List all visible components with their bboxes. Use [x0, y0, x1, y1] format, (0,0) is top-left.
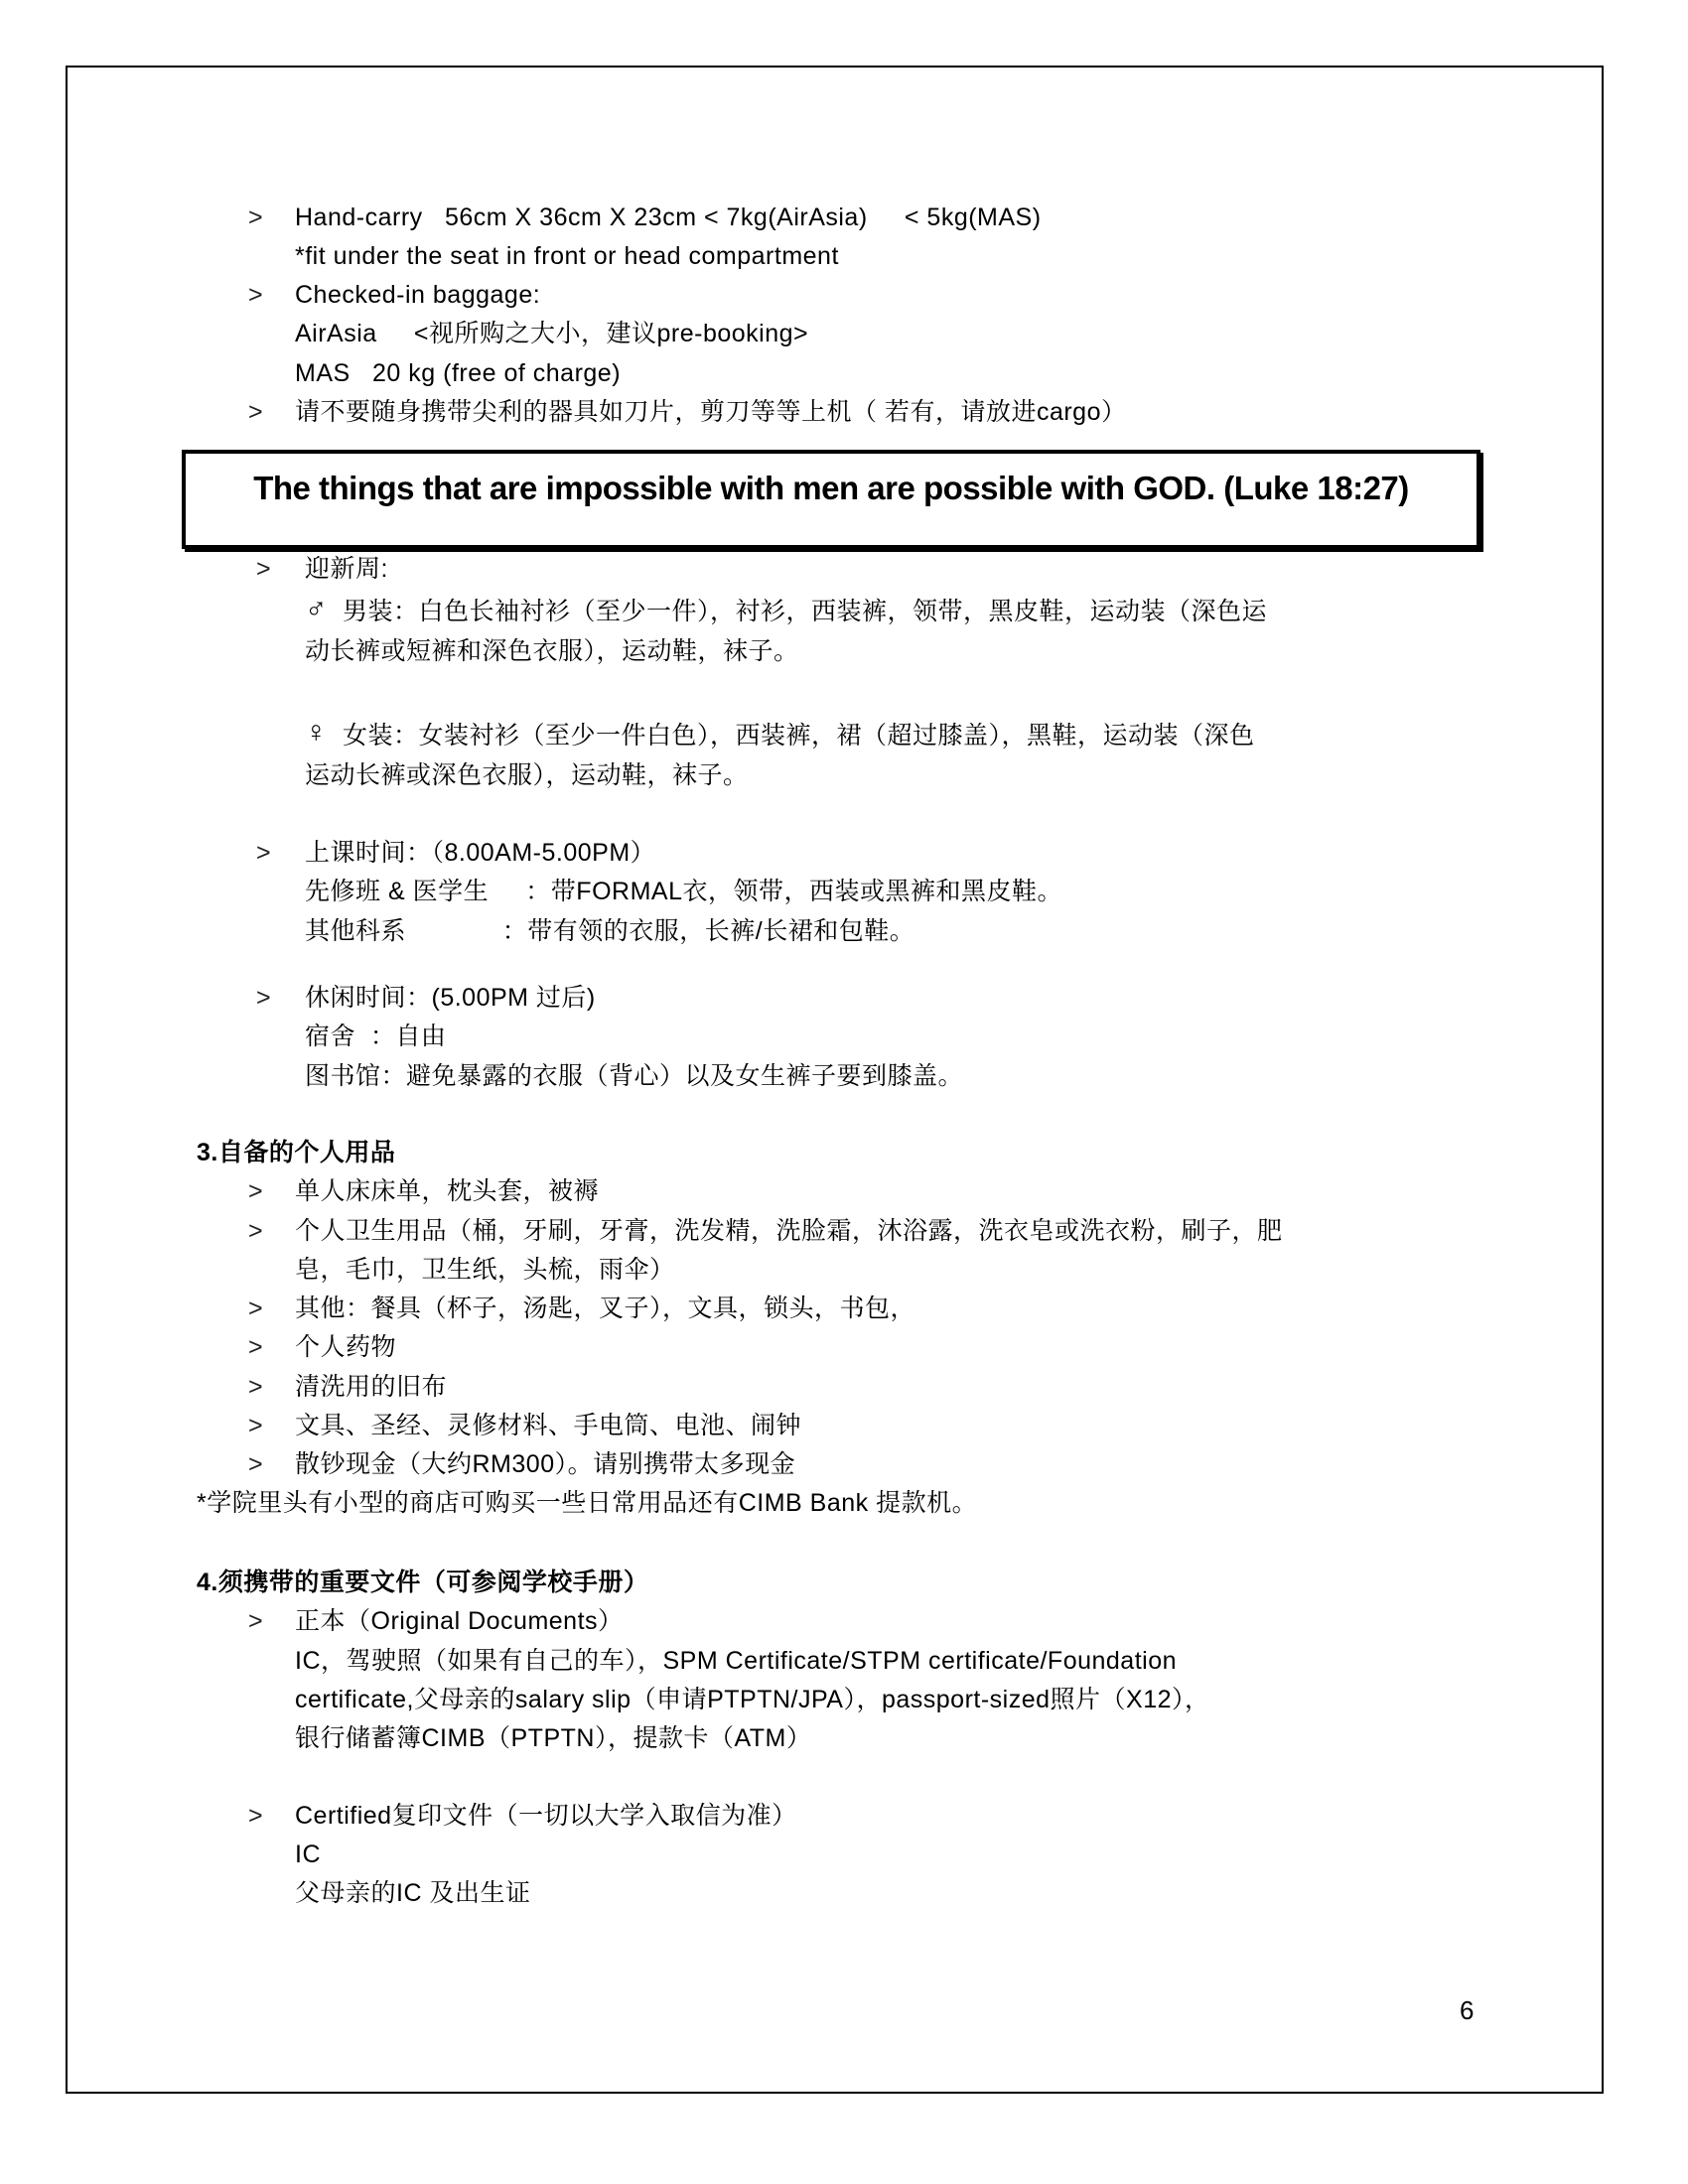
airasia-line: AirAsia <视所购之大小，建议pre-booking>	[295, 320, 809, 347]
class-time-heading: 上课时间：（8.00AM-5.00PM）	[305, 839, 656, 867]
hostel-line: 宿舍 ：自由	[305, 1023, 447, 1050]
bullet: >	[248, 204, 263, 231]
bullet: >	[248, 1333, 263, 1361]
bullet: >	[248, 1373, 263, 1401]
female-symbol-icon: ♀	[305, 716, 328, 749]
list-item: 个人卫生用品（桶，牙刷，牙膏，洗发精，洗脸霜，沐浴露，洗衣皂或洗衣粉，刷子，肥	[295, 1217, 1283, 1245]
male-symbol-icon: ♂	[305, 592, 328, 624]
section-3-note: *学院里头有小型的商店可购买一些日常用品还有CIMB Bank 提款机。	[197, 1489, 978, 1517]
fit-note: *fit under the seat in front or head compartment	[295, 242, 839, 270]
male-dress-line-1: 男装：白色长袖衬衫（至少一件），衬衫，西装裤，领带，黑皮鞋，运动装（深色运	[343, 598, 1268, 625]
male-dress-line-2: 动长裤或短裤和深色衣服），运动鞋，袜子。	[305, 637, 799, 665]
bullet: >	[248, 398, 263, 426]
bullet: >	[248, 1450, 263, 1478]
original-docs-line-2: certificate,父母亲的salary slip（申请PTPTN/JPA），passport-sized照片（X12），	[295, 1686, 1210, 1713]
bullet: >	[248, 1607, 263, 1635]
bullet: >	[248, 1295, 263, 1322]
mas-line: MAS 20 kg (free of charge)	[295, 359, 622, 387]
list-item: 文具、圣经、灵修材料、手电筒、电池、闹钟	[295, 1412, 802, 1439]
bullet: >	[248, 1802, 263, 1830]
bullet: >	[248, 1177, 263, 1205]
bullet: >	[248, 281, 263, 309]
section-4-title: 4.须携带的重要文件（可参阅学校手册）	[197, 1569, 649, 1596]
premed-line: 先修班 & 医学生 ：带FORMAL衣，领带，西装或黑裤和黑皮鞋。	[305, 878, 1062, 905]
bullet: >	[256, 555, 271, 583]
original-docs-line-1: IC，驾驶照（如果有自己的车），SPM Certificate/STPM certificate/Foundation	[295, 1647, 1178, 1675]
certified-docs-line-1: IC	[295, 1841, 321, 1868]
list-item: 散钞现金（大约RM300）。请别携带太多现金	[295, 1450, 796, 1478]
sharp-items-line: 请不要随身携带尖利的器具如刀片，剪刀等等上机（ 若有，请放进cargo）	[295, 398, 1127, 426]
certified-docs-heading: Certified复印文件（一切以大学入取信为准）	[295, 1802, 797, 1830]
page-number: 6	[1460, 1995, 1475, 2025]
leisure-heading: 休闲时间：(5.00PM 过后)	[305, 984, 596, 1012]
section-3-title: 3.自备的个人用品	[197, 1139, 396, 1166]
bible-quote: The things that are impossible with men are possible with GOD. (Luke 18:27)	[253, 470, 1409, 506]
original-docs-line-3: 银行储蓄簿CIMB（PTPTN），提款卡（ATM）	[295, 1724, 812, 1752]
bullet: >	[248, 1217, 263, 1245]
bullet: >	[256, 839, 271, 867]
bullet: >	[256, 984, 271, 1012]
list-item-continued: 皂，毛巾，卫生纸，头梳，雨伞）	[295, 1256, 675, 1284]
certified-docs-line-2: 父母亲的IC 及出生证	[295, 1879, 531, 1907]
bible-quote-box	[182, 450, 1480, 549]
bullet: >	[248, 1412, 263, 1439]
female-dress-line-2: 运动长裤或深色衣服），运动鞋，袜子。	[305, 761, 749, 789]
list-item: 清洗用的旧布	[295, 1373, 448, 1401]
list-item: 单人床床单，枕头套，被褥	[295, 1177, 600, 1205]
female-dress-line-1: 女装：女装衬衫（至少一件白色），西装裤，裙（超过膝盖），黑鞋，运动装（深色	[343, 722, 1255, 750]
hand-carry-line: Hand-carry 56cm X 36cm X 23cm < 7kg(AirAsia) < 5kg(MAS)	[295, 204, 1042, 231]
checked-in-heading: Checked-in baggage:	[295, 281, 541, 309]
original-docs-heading: 正本（Original Documents）	[295, 1607, 624, 1635]
orientation-heading: 迎新周:	[305, 555, 388, 583]
list-item: 个人药物	[295, 1333, 397, 1361]
others-line: 其他科系 ：带有领的衣服，长裤/长裙和包鞋。	[305, 917, 915, 945]
library-line: 图书馆：避免暴露的衣服（背心）以及女生裤子要到膝盖。	[305, 1062, 964, 1090]
list-item: 其他：餐具（杯子，汤匙，叉子），文具，锁头，书包，	[295, 1295, 916, 1322]
